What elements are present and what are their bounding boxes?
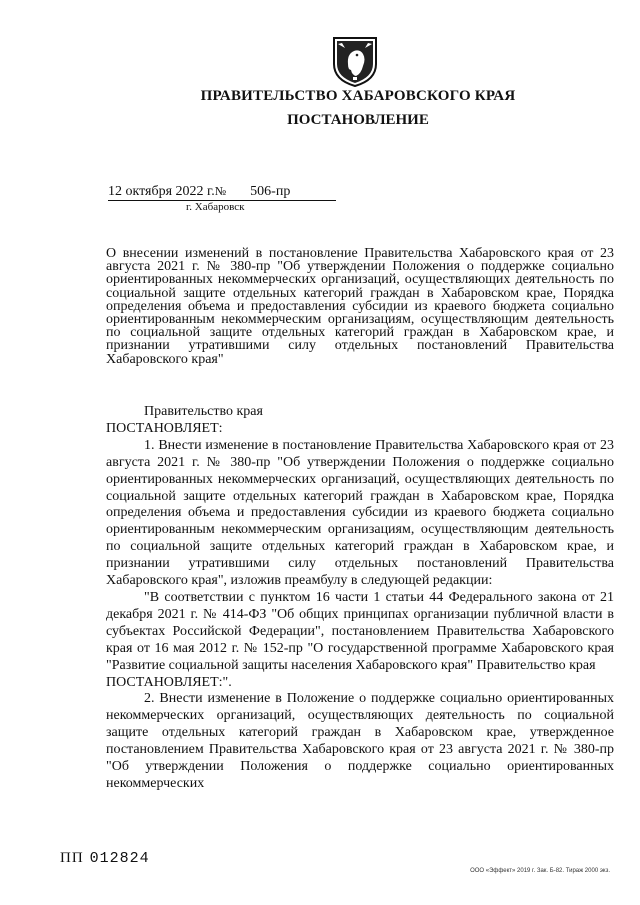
document-type: ПОСТАНОВЛЕНИЕ [287,112,429,128]
khabarovsk-coat-of-arms-icon [330,34,380,88]
preamble-quote-end: ПОСТАНОВЛЯЕТ:". [106,674,232,690]
document-city: г. Хабаровск [186,201,245,213]
printer-imprint: ООО «Эффект» 2019 г. Зак. Б-82. Тираж 2000 экз. [470,868,610,874]
document-number: 506-пр [250,184,291,199]
preamble-quote: "В соответствии с пунктом 16 части 1 статьи 44 Федерального закона от 21 декабря 2021 г. № 414-ФЗ "Об общих принципах организации публичной власти в субъектах Российской Федерации", постановлением Правительства Хабаровского края от 16 мая 2012 г. № 152-пр "О государственной программе Хабаровского края "Развитие социальной защиты населения Хабаровского края" Правительство края [106,589,614,673]
government-title: ПРАВИТЕЛЬСТВО ХАБАРОВСКОГО КРАЯ [200,88,516,104]
body-intro: Правительство края [144,404,263,419]
document-body [106,404,614,793]
document-date: 12 октября 2022 г. [108,184,215,199]
number-label: № [214,184,227,198]
form-code: 012824 [89,850,150,867]
form-serial-number [60,850,150,867]
body-resolves: ПОСТАНОВЛЯЕТ: [106,420,223,436]
paragraph-2: 2. Внести изменение в Положение о поддержке социально ориентированных некоммерческих организаций, осуществляющих деятельность по социальной защите отдельных категорий граждан в Хабаровском крае, утвержденное постановлением Правительства Хабаровского края от 23 августа 2021 г. № 380-пр "Об утверждении Положения о поддержке социально ориентированных некоммерческих [106,691,614,791]
document-subject: О внесении изменений в постановление Правительства Хабаровского края от 23 августа 2021 г. № 380-пр "Об утверждении Положения о поддержке социально ориентированных некоммерческих организаций, осуществляющих деятельность по социальной защите отдельных категорий граждан в Хабаровском крае, Порядка определения объема и предоставления субсидии из краевого бюджета социально ориентированным некоммерческим организациям, осуществляющим деятельность по социальной защите отдельных категорий граждан в Хабаровском крае, и признании утратившими силу отдельных постановлений Правительства Хабаровского края" [106,246,614,367]
form-prefix: ПП [60,850,84,866]
date-number-line [108,184,290,200]
paragraph-1: 1. Внести изменение в постановление Правительства Хабаровского края от 23 августа 2021 г. № 380-пр "Об утверждении Положения о поддержке социально ориентированных некоммерческих организаций, осуществляющих деятельность по социальной защите отдельных категорий граждан в Хабаровском крае, Порядка определения объема и предоставления субсидии из краевого бюджета социально ориентированным некоммерческим организациям, осуществляющим деятельность по социальной защите отдельных категорий граждан в Хабаровском крае, и признании утратившими силу отдельных постановлений Правительства Хабаровского края", изложив преамбулу в следующей редакции: [106,437,614,589]
